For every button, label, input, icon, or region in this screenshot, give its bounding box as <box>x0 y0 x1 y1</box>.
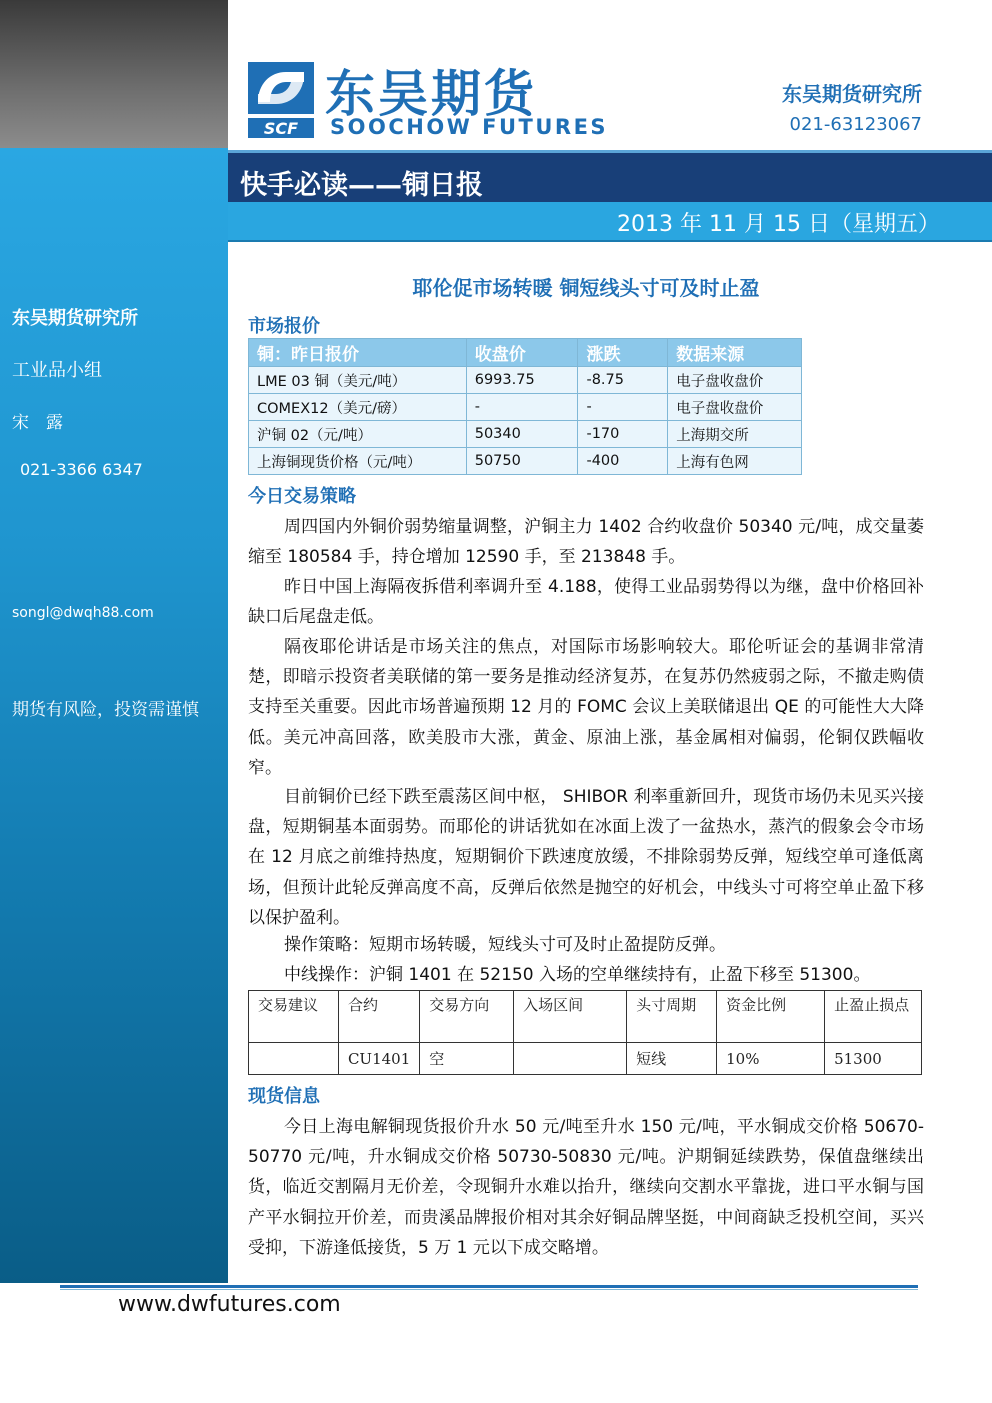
table-row <box>249 448 802 475</box>
sidebar-disclaimer: 期货有风险，投资需谨慎 <box>12 700 199 720</box>
report-title: 快手必读——铜日报 <box>240 170 483 201</box>
quote-cell: -8.75 <box>578 367 668 394</box>
trade-cell: 10% <box>717 1043 825 1075</box>
quote-cell: - <box>466 394 578 421</box>
quote-cell: 沪铜 02（元/吨） <box>249 421 467 448</box>
quote-table-header <box>249 339 802 367</box>
logo-english-name: SOOCHOW FUTURES <box>330 115 609 139</box>
quote-cell: 上海铜现货价格（元/吨） <box>249 448 467 475</box>
trade-cell: 短线 <box>627 1043 717 1075</box>
strategy-paragraph: 昨日中国上海隔夜拆借利率调升至 4.188，使得工业品弱势得以为继，盘中价格回补缺口后尾盘走低。 <box>248 577 924 628</box>
trade-table-header <box>249 991 922 1043</box>
quote-header-cell: 涨跌 <box>578 339 668 367</box>
spot-paragraph: 今日上海电解铜现货报价升水 50 元/吨至升水 150 元/吨，平水铜成交价格 50670-50770 元/吨，升水铜成交价格 50730-50830 元/吨。沪期铜延续跌势，保值盘继续出货，临近交割隔月无价差，令现铜升水难以抬升，继续向交割水平靠拢，进口平水铜与国产平水铜拉开价差，而贵溪品牌报价相对其余好铜品牌坚挺，中间商缺乏投机空间，买兴受抑，下游逢低接货，5 万 1 元以下成交略增。 <box>248 1117 924 1258</box>
trade-cell: CU1401 <box>338 1043 419 1075</box>
strategy-paragraph: 目前铜价已经下跌至震荡区间中枢， SHIBOR 利率重新回升，现货市场仍未见买兴接盘，短期铜基本面弱势。而耶伦的讲话犹如在冰面上泼了一盆热水，蒸汽的假象会令市场在 12 月底之前维持热度，短期铜价下跌速度放缓，不排除弱势反弹，短线空单可逢低离场，但预计此轮反弹高度不高，反弹后依然是抛空的好机会，中线头寸可将空单止盈下移以保护盈利。 <box>248 787 924 928</box>
section-strategy: 今日交易策略 <box>248 486 356 507</box>
headline: 耶伦促市场转暖 铜短线头寸可及时止盈 <box>412 276 760 300</box>
quote-cell: 电子盘收盘价 <box>668 367 802 394</box>
footer-divider-thin <box>60 1289 918 1290</box>
sidebar-org: 东吴期货研究所 <box>12 308 138 329</box>
sidebar-phone: 021-3366 6347 <box>20 460 143 479</box>
header-org-name: 东吴期货研究所 <box>782 82 922 106</box>
trade-header-cell: 交易建议 <box>249 991 339 1043</box>
strategy-paragraph: 操作策略：短期市场转暖，短线头寸可及时止盈提防反弹。 <box>284 935 726 955</box>
section-market-quote: 市场报价 <box>248 316 320 337</box>
section-spot-info: 现货信息 <box>248 1086 320 1107</box>
footer-divider <box>60 1285 918 1288</box>
quote-table <box>248 338 802 475</box>
trade-header-cell: 止盈止损点 <box>825 991 922 1043</box>
trade-table <box>248 990 922 1075</box>
footer-url-link[interactable]: www.dwfutures.com <box>118 1292 341 1317</box>
report-date: 2013 年 11 月 15 日（星期五） <box>617 212 940 237</box>
logo-abbr: SCF <box>263 119 299 138</box>
sidebar-email[interactable]: songl@dwqh88.com <box>12 605 154 621</box>
strategy-paragraph: 周四国内外铜价弱势缩量调整，沪铜主力 1402 合约收盘价 50340 元/吨，成交量萎缩至 180584 手，持仓增加 12590 手，至 213848 手。 <box>248 517 924 568</box>
strategy-paragraph: 中线操作：沪铜 1401 在 52150 入场的空单继续持有，止盈下移至 51300。 <box>284 965 871 985</box>
trade-cell <box>514 1043 627 1075</box>
header-org-phone: 021-63123067 <box>789 114 922 135</box>
trade-cell: 空 <box>420 1043 514 1075</box>
trade-cell: 51300 <box>825 1043 922 1075</box>
title-bar <box>228 150 992 202</box>
table-row <box>249 1043 922 1075</box>
table-row <box>249 394 802 421</box>
sidebar-analyst: 宋 露 <box>12 413 63 433</box>
table-row <box>249 421 802 448</box>
sidebar-group: 工业品小组 <box>12 360 102 381</box>
quote-cell: 6993.75 <box>466 367 578 394</box>
trade-header-cell: 头寸周期 <box>627 991 717 1043</box>
quote-cell: 电子盘收盘价 <box>668 394 802 421</box>
quote-cell: 50340 <box>466 421 578 448</box>
quote-cell: -170 <box>578 421 668 448</box>
quote-cell: 50750 <box>466 448 578 475</box>
trade-header-cell: 入场区间 <box>514 991 627 1043</box>
quote-cell: LME 03 铜（美元/吨） <box>249 367 467 394</box>
quote-header-cell: 数据来源 <box>668 339 802 367</box>
strategy-paragraph: 隔夜耶伦讲话是市场关注的焦点，对国际市场影响较大。耶伦听证会的基调非常清楚，即暗示投资者美联储的第一要务是推动经济复苏，在复苏仍然疲弱之际，不撤走购债支持至关重要。因此市场普遍预期 12 月的 FOMC 会议上美联储退出 QE 的可能性大大降低。美元冲高回落，欧美股市大涨，黄金、原油上涨，基金属相对偏弱，伦铜仅跌幅收窄。 <box>248 637 924 778</box>
quote-cell: 上海有色网 <box>668 448 802 475</box>
quote-header-cell: 收盘价 <box>466 339 578 367</box>
trade-header-cell: 合约 <box>338 991 419 1043</box>
company-logo-icon <box>248 62 314 138</box>
quote-header-cell: 铜：昨日报价 <box>249 339 467 367</box>
quote-cell: -400 <box>578 448 668 475</box>
quote-cell: - <box>578 394 668 421</box>
trade-header-cell: 交易方向 <box>420 991 514 1043</box>
table-row <box>249 367 802 394</box>
sidebar <box>0 148 228 1283</box>
trade-header-cell: 资金比例 <box>717 991 825 1043</box>
date-bar <box>228 202 992 242</box>
sidebar-top-block <box>0 0 228 148</box>
trade-cell <box>249 1043 339 1075</box>
logo-chinese-name: 东吴期货 <box>325 65 537 123</box>
quote-cell: COMEX12（美元/磅） <box>249 394 467 421</box>
quote-cell: 上海期交所 <box>668 421 802 448</box>
